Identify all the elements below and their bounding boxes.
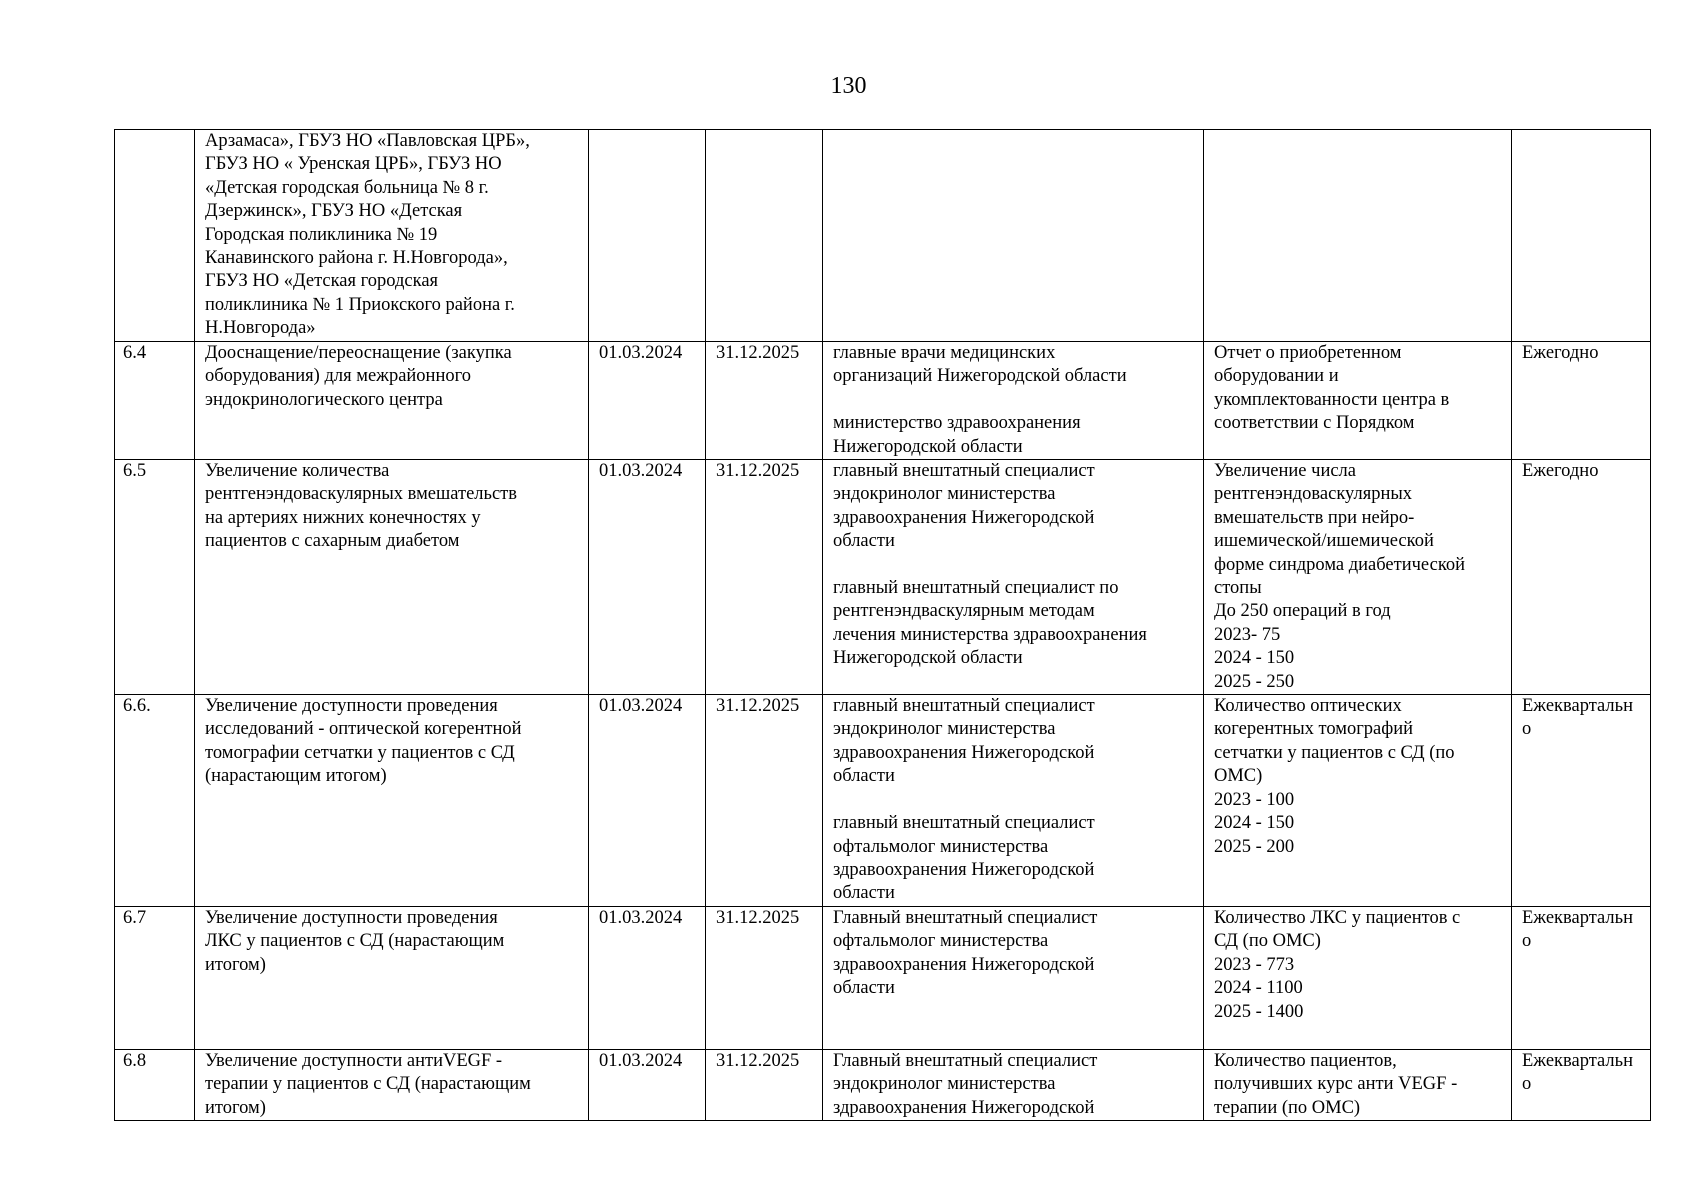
cell-line: вмешательств при нейро- <box>1214 507 1415 528</box>
cell-line: здравоохранения Нижегородской <box>833 1097 1095 1118</box>
cell-line: Нижегородской области <box>833 436 1023 457</box>
cell-number: 6.4 <box>115 342 195 460</box>
cell-line: 2025 - 250 <box>1214 671 1295 692</box>
cell-activity <box>195 342 589 460</box>
table-row <box>115 695 1651 907</box>
cell-line: соответствии с Порядком <box>1214 413 1415 434</box>
cell-line: Ежеквартальн <box>1522 1051 1633 1072</box>
blank-line <box>833 389 1193 412</box>
cell-line: 2025 - 200 <box>1214 836 1295 857</box>
cell-line: офтальмолог министерства <box>833 931 1049 952</box>
cell-line: укомплектованности центра в <box>1214 389 1450 410</box>
cell-result <box>1204 460 1512 695</box>
cell-line: лечения министерства здравоохранения <box>833 624 1147 645</box>
cell-line: сетчатки у пациентов с СД (по <box>1214 742 1455 763</box>
cell-end-date <box>706 130 823 342</box>
cell-line: Увеличение доступности проведения <box>205 908 498 929</box>
cell-start-date: 01.03.2024 <box>589 342 706 460</box>
cell-end-date: 31.12.2025 <box>706 695 823 907</box>
cell-frequency <box>1512 460 1651 695</box>
cell-line: области <box>833 883 895 904</box>
table-row <box>115 1050 1651 1121</box>
cell-line: эндокринолог министерства <box>833 1074 1056 1095</box>
cell-line: здравоохранения Нижегородской <box>833 742 1095 763</box>
cell-line: здравоохранения Нижегородской <box>833 507 1095 528</box>
cell-number: 6.7 <box>115 907 195 1050</box>
cell-line: главный внештатный специалист <box>833 461 1095 482</box>
activity-plan-table <box>114 129 1651 1121</box>
cell-line: эндокринологического центра <box>205 389 443 410</box>
cell-number: 6.5 <box>115 460 195 695</box>
cell-start-date: 01.03.2024 <box>589 695 706 907</box>
cell-line: организаций Нижегородской области <box>833 366 1127 387</box>
cell-line: СД (по ОМС) <box>1214 931 1321 952</box>
cell-line: офтальмолог министерства <box>833 836 1049 857</box>
cell-line: томографии сетчатки у пациентов с СД <box>205 742 515 763</box>
cell-line: Арзамаса», ГБУЗ НО «Павловская ЦРБ», <box>205 131 530 151</box>
cell-end-date: 31.12.2025 <box>706 342 823 460</box>
cell-line: итогом) <box>205 1097 266 1118</box>
cell-activity <box>195 460 589 695</box>
cell-line: ишемической/ишемической <box>1214 531 1434 552</box>
cell-line: Канавинского района г. Н.Новгорода», <box>205 248 508 269</box>
cell-activity <box>195 1050 589 1121</box>
cell-start-date: 01.03.2024 <box>589 460 706 695</box>
cell-line: 2024 - 1100 <box>1214 978 1303 999</box>
cell-line: (нарастающим итогом) <box>205 766 387 787</box>
cell-line: Ежеквартальн <box>1522 908 1633 929</box>
cell-line: на артериях нижних конечностях у <box>205 507 481 528</box>
cell-line: пациентов с сахарным диабетом <box>205 531 460 552</box>
cell-frequency <box>1512 130 1651 342</box>
cell-line: Отчет о приобретенном <box>1214 343 1402 363</box>
cell-line: 2024 - 150 <box>1214 813 1295 834</box>
cell-line: Количество пациентов, <box>1214 1051 1397 1072</box>
table-row <box>115 342 1651 460</box>
cell-line: о <box>1522 931 1532 952</box>
cell-frequency <box>1512 907 1651 1050</box>
cell-line: эндокринолог министерства <box>833 719 1056 740</box>
cell-line: «Детская городская больница № 8 г. <box>205 177 489 198</box>
cell-responsible <box>823 130 1204 342</box>
cell-line: области <box>833 978 895 999</box>
cell-line: Ежегодно <box>1522 461 1599 482</box>
cell-activity <box>195 130 589 342</box>
cell-line: главный внештатный специалист по <box>833 578 1119 599</box>
cell-line: здравоохранения Нижегородской <box>833 954 1095 975</box>
cell-line: рентгенэндваскулярным методам <box>833 601 1095 622</box>
cell-start-date: 01.03.2024 <box>589 1050 706 1121</box>
cell-line: Главный внештатный специалист <box>833 1051 1098 1072</box>
cell-line: 2023 - 773 <box>1214 954 1295 975</box>
table-row <box>115 130 1651 342</box>
cell-line: ГБУЗ НО « Уренская ЦРБ», ГБУЗ НО <box>205 154 502 175</box>
cell-line: ОМС) <box>1214 766 1263 787</box>
blank-line <box>833 554 1193 577</box>
cell-responsible <box>823 1050 1204 1121</box>
cell-line: Количество оптических <box>1214 696 1402 717</box>
cell-end-date: 31.12.2025 <box>706 907 823 1050</box>
cell-line: министерство здравоохранения <box>833 413 1081 434</box>
cell-line: рентгенэндоваскулярных вмешательств <box>205 484 517 505</box>
cell-line: терапии (по ОМС) <box>1214 1097 1361 1118</box>
cell-line: Ежегодно <box>1522 343 1599 363</box>
cell-responsible <box>823 460 1204 695</box>
cell-line: Нижегородской области <box>833 648 1023 669</box>
page-number: 130 <box>830 73 867 99</box>
cell-line: о <box>1522 719 1532 740</box>
cell-line: Количество ЛКС у пациентов с <box>1214 908 1461 929</box>
cell-line: 2024 - 150 <box>1214 648 1295 669</box>
cell-end-date: 31.12.2025 <box>706 1050 823 1121</box>
cell-number <box>115 130 195 342</box>
cell-start-date: 01.03.2024 <box>589 907 706 1050</box>
cell-line: главный внештатный специалист <box>833 696 1095 717</box>
cell-line: получивших курс анти VEGF - <box>1214 1074 1458 1095</box>
cell-line: 2023- 75 <box>1214 624 1281 645</box>
cell-line: поликлиника № 1 Приокского района г. <box>205 294 515 315</box>
cell-line: оборудовании и <box>1214 366 1339 387</box>
cell-line: форме синдрома диабетической <box>1214 554 1466 575</box>
blank-line <box>833 789 1193 812</box>
cell-line: когерентных томографий <box>1214 719 1414 740</box>
cell-line: До 250 операций в год <box>1214 601 1391 622</box>
cell-responsible <box>823 342 1204 460</box>
cell-line: о <box>1522 1074 1532 1095</box>
cell-activity <box>195 907 589 1050</box>
cell-line: Н.Новгорода» <box>205 318 316 339</box>
cell-line: эндокринолог министерства <box>833 484 1056 505</box>
cell-line: здравоохранения Нижегородской <box>833 859 1095 880</box>
cell-result <box>1204 1050 1512 1121</box>
cell-line: Дооснащение/переоснащение (закупка <box>205 343 512 363</box>
cell-line: итогом) <box>205 954 266 975</box>
cell-line: области <box>833 766 895 787</box>
cell-line: главные врачи медицинских <box>833 343 1056 363</box>
cell-responsible <box>823 907 1204 1050</box>
cell-line: ГБУЗ НО «Детская городская <box>205 271 439 292</box>
cell-line: Дзержинск», ГБУЗ НО «Детская <box>205 201 463 222</box>
cell-activity <box>195 695 589 907</box>
cell-line: области <box>833 531 895 552</box>
cell-line: исследований - оптической когерентной <box>205 719 522 740</box>
cell-line: главный внештатный специалист <box>833 813 1095 834</box>
cell-line: Главный внештатный специалист <box>833 908 1098 929</box>
cell-line: Ежеквартальн <box>1522 696 1633 717</box>
cell-result <box>1204 695 1512 907</box>
cell-frequency <box>1512 342 1651 460</box>
cell-result <box>1204 907 1512 1050</box>
cell-line: терапии у пациентов с СД (нарастающим <box>205 1074 531 1095</box>
cell-line: Увеличение количества <box>205 461 390 482</box>
cell-line: Увеличение числа <box>1214 461 1356 482</box>
cell-responsible <box>823 695 1204 907</box>
cell-frequency <box>1512 695 1651 907</box>
cell-start-date <box>589 130 706 342</box>
table-row <box>115 907 1651 1050</box>
table-body <box>115 130 1651 1121</box>
cell-frequency <box>1512 1050 1651 1121</box>
cell-line: Городская поликлиника № 19 <box>205 224 438 245</box>
cell-line: Увеличение доступности антиVEGF - <box>205 1051 503 1072</box>
cell-number: 6.6. <box>115 695 195 907</box>
cell-line: стопы <box>1214 578 1262 599</box>
cell-line: Увеличение доступности проведения <box>205 696 498 717</box>
cell-line: 2025 - 1400 <box>1214 1001 1304 1022</box>
cell-result <box>1204 342 1512 460</box>
cell-line: 2023 - 100 <box>1214 789 1295 810</box>
cell-end-date: 31.12.2025 <box>706 460 823 695</box>
cell-number: 6.8 <box>115 1050 195 1121</box>
cell-line: ЛКС у пациентов с СД (нарастающим <box>205 931 505 952</box>
cell-line: оборудования) для межрайонного <box>205 366 471 387</box>
cell-line: рентгенэндоваскулярных <box>1214 484 1413 505</box>
table-row <box>115 460 1651 695</box>
cell-result <box>1204 130 1512 342</box>
